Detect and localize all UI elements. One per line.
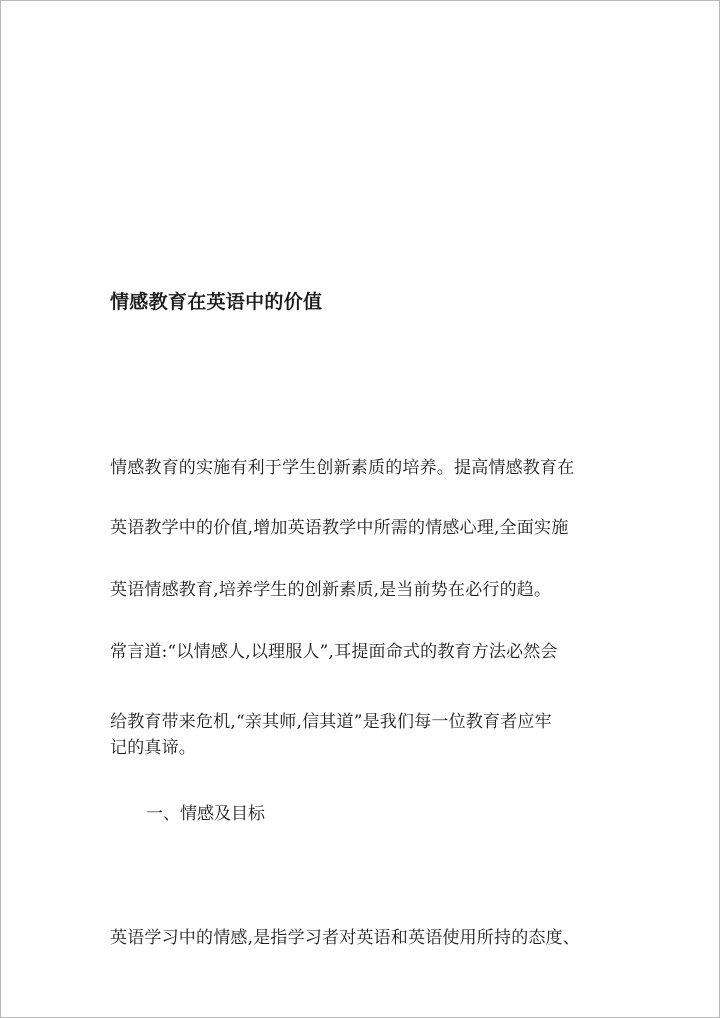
document-title: 情感教育在英语中的价值 <box>110 291 323 313</box>
paragraph-2-line-1: 常言道:“以情感人,以理服人”,耳提面命式的教育方法必然会 <box>110 642 558 662</box>
paragraph-2-line-2: 给教育带来危机,“亲其师,信其道”是我们每一位教育者应牢 <box>110 712 552 732</box>
paragraph-3-line-1: 英语学习中的情感,是指学习者对英语和英语使用所持的态度、 <box>110 928 581 948</box>
paragraph-2-line-3: 记的真谛。 <box>110 738 196 758</box>
section-heading: 一、情感及目标 <box>146 804 265 824</box>
paragraph-1-line-1: 情感教育的实施有利于学生创新素质的培养。提高情感教育在 <box>110 458 575 478</box>
paragraph-1-line-3: 英语情感教育,培养学生的创新素质,是当前势在必行的趋。 <box>110 580 552 600</box>
paragraph-1-line-2: 英语教学中的价值,增加英语教学中所需的情感心理,全面实施 <box>110 518 569 538</box>
